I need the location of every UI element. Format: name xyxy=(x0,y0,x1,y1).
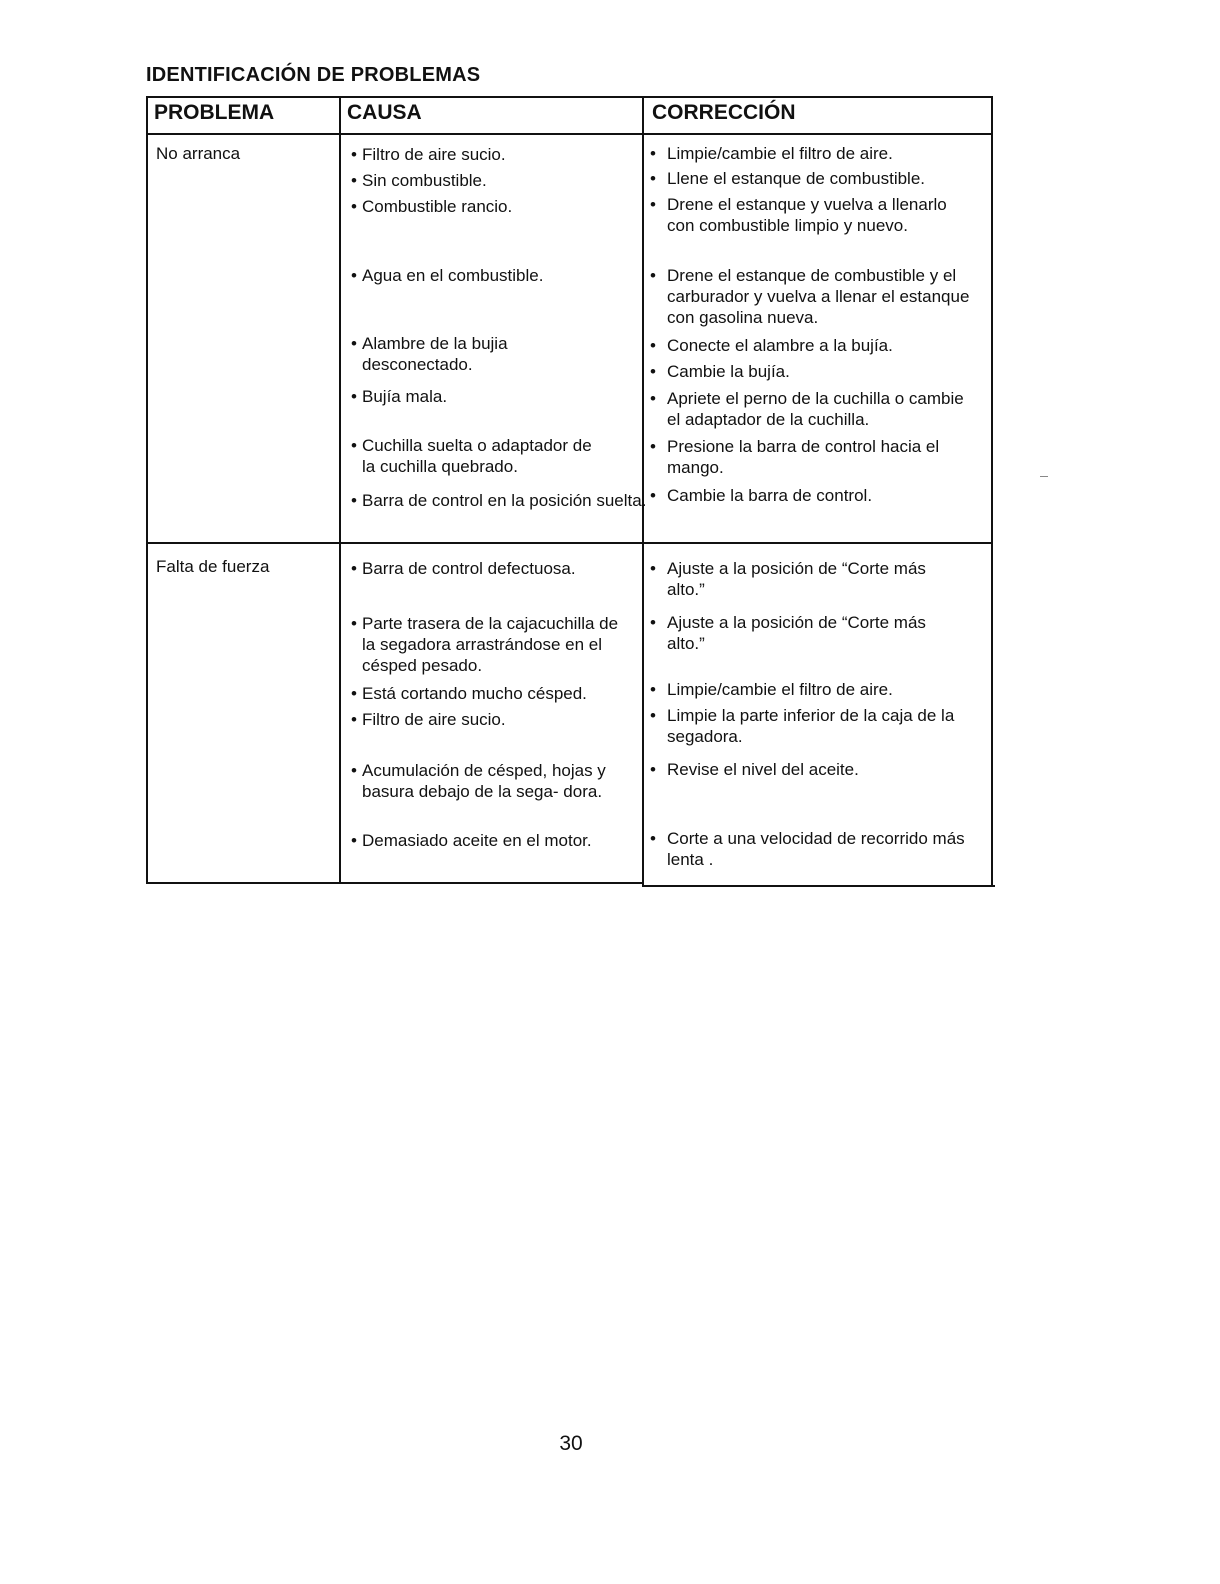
cause-item: • Agua en el combustible. xyxy=(351,266,544,285)
correction-item: • Limpie la parte inferior de la caja de la segadora. xyxy=(650,706,955,746)
correction-item: • Corte a una velocidad de recorrido más lenta . xyxy=(650,829,965,869)
correction-item: • Cambie la barra de control. xyxy=(650,486,873,505)
correction-item: • Revise el nivel del aceite. xyxy=(650,760,859,779)
cause-item: • Sin combustible. xyxy=(351,171,487,190)
cause-item: • Parte trasera de la cajacuchilla de la segadora arrastrándose en el césped pesado. xyxy=(351,614,619,675)
correction-item: • Conecte el alambre a la bujía. xyxy=(650,336,893,355)
cause-item: • Está cortando mucho césped. xyxy=(351,684,587,703)
scan-speck xyxy=(1040,476,1048,477)
cause-item: • Acumulación de césped, hojas y basura debajo de la sega- dora. xyxy=(351,761,606,801)
cause-item: • Barra de control en la posición suelta. xyxy=(351,491,647,510)
cause-item: • Demasiado aceite en el motor. xyxy=(351,831,592,850)
table-row-divider xyxy=(146,542,993,544)
correction-item: • Drene el estanque de combustible y el carburador y vuelva a llenar el estanque con gasolina nueva. xyxy=(650,266,970,327)
problem-no-arranca: No arranca xyxy=(156,144,241,163)
header-causa: CAUSA xyxy=(347,101,422,124)
correction-item: • Ajuste a la posición de “Corte más alto.” xyxy=(650,613,926,653)
table-header-border xyxy=(146,133,993,135)
table-left-border xyxy=(146,96,148,884)
correction-item: • Limpie/cambie el filtro de aire. xyxy=(650,144,893,163)
correction-item: • Limpie/cambie el filtro de aire. xyxy=(650,680,893,699)
header-correccion: CORRECCIÓN xyxy=(652,101,796,124)
cause-item: • Alambre de la bujia desconectado. xyxy=(351,334,508,374)
page-title: IDENTIFICACIÓN DE PROBLEMAS xyxy=(146,64,481,86)
correction-item: • Ajuste a la posición de “Corte más alto.” xyxy=(650,559,926,599)
problem-falta-de-fuerza: Falta de fuerza xyxy=(156,557,270,576)
table-bottom-border-right xyxy=(642,885,995,887)
cause-item: • Filtro de aire sucio. xyxy=(351,145,506,164)
cause-item: • Bujía mala. xyxy=(351,387,448,406)
correction-item: • Drene el estanque y vuelva a llenarlo con combustible limpio y nuevo. xyxy=(650,195,947,235)
table-top-border xyxy=(146,96,993,98)
page-number: 30 xyxy=(559,1432,583,1455)
table-bottom-border xyxy=(146,882,644,884)
cause-item: • Combustible rancio. xyxy=(351,197,513,216)
cause-item: • Filtro de aire sucio. xyxy=(351,710,506,729)
header-problema: PROBLEMA xyxy=(154,101,275,124)
cause-item: • Barra de control defectuosa. xyxy=(351,559,576,578)
correction-item: • Presione la barra de control hacia el mango. xyxy=(650,437,940,477)
correction-item: • Llene el estanque de combustible. xyxy=(650,169,926,188)
correction-item: • Cambie la bujía. xyxy=(650,362,790,381)
correction-item: • Apriete el perno de la cuchilla o cambie el adaptador de la cuchilla. xyxy=(650,389,964,429)
table-col-divider-1 xyxy=(339,96,341,884)
cause-item: • Cuchilla suelta o adaptador de la cuchilla quebrado. xyxy=(351,436,592,476)
